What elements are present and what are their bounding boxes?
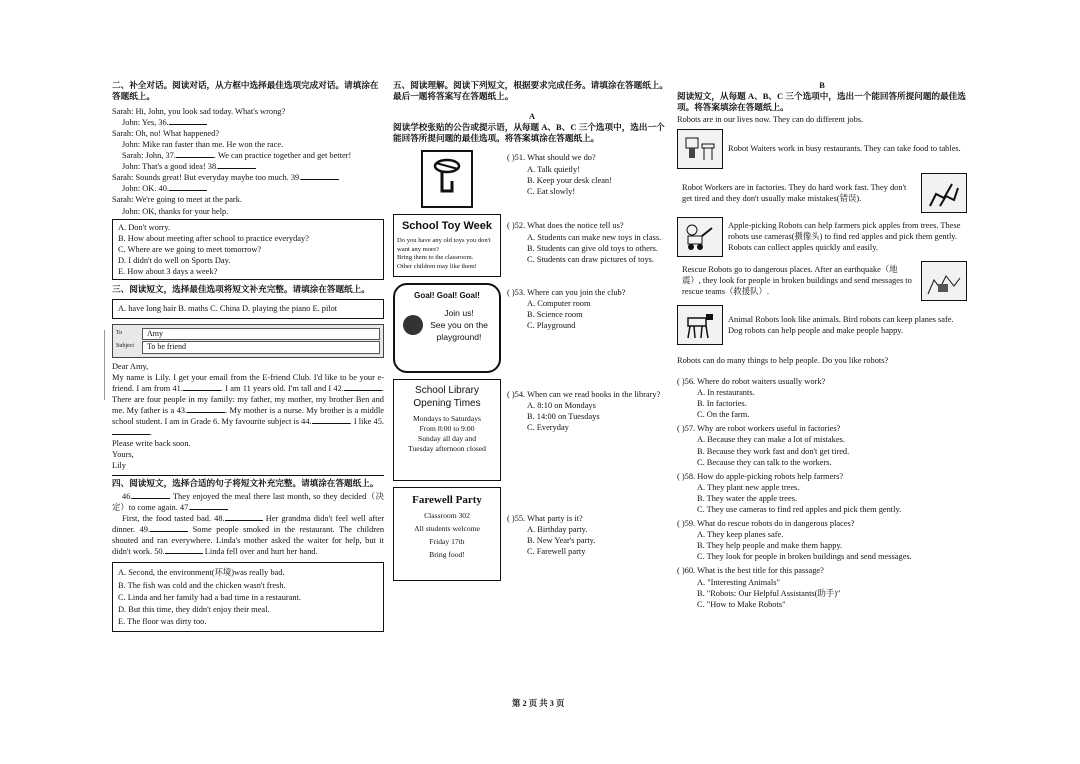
question-53: ( )53. Where can you join the club? bbox=[507, 287, 626, 297]
rescue-robot-icon bbox=[921, 261, 967, 301]
dialogue-line: John: OK. 40. bbox=[112, 183, 384, 194]
robot-arm-icon bbox=[921, 173, 967, 213]
robot-dog-icon bbox=[677, 305, 723, 345]
email-signature: Lily bbox=[112, 461, 126, 471]
part4-passage: 46. They enjoyed the meal there last month, so they decided（决定）to come again. 47. First, the food tasted bad. 48. Her grandma didn't feel well after dinner. 49. Some people smoked in the restaurant. The children shouted and ran everywhere. Linda's mother asked the waiter for help, but it didn't work. 50. Linda fell over and hurt her hand. bbox=[112, 491, 385, 557]
option: B. Because they work fast and don't get tired. bbox=[697, 446, 850, 456]
animal-robots: Animal Robots look like animals. Bird robots can keep planes safe. Dog robots can help people and make people happy. bbox=[677, 305, 967, 345]
question-55: ( )55. What party is it? bbox=[507, 513, 583, 523]
option: C. "How to Make Robots" bbox=[697, 599, 786, 609]
dialogue-line: Sarah: Sounds great! But everyday maybe too much. 39. bbox=[112, 172, 384, 183]
dialogue-line: Sarah: Oh, no! What happened? bbox=[112, 128, 220, 138]
part5-heading: 五、阅读理解。阅读下列短文，根据要求完成任务。请填涂在答题纸上。最后一题将答案写在答题纸上。 bbox=[393, 80, 669, 102]
part4-heading: 四、阅读短文，选择合适的句子将短文补充完整。请填涂在答题纸上。 bbox=[112, 477, 379, 488]
option: E. How about 3 days a week? bbox=[118, 267, 218, 276]
robot-waiter-icon bbox=[677, 129, 723, 169]
option: B. In factories. bbox=[697, 399, 747, 409]
option: C. Linda and her family had a bad time in a restaurant. bbox=[118, 592, 302, 602]
option: C. They look for people in broken buildings and send messages. bbox=[697, 552, 912, 562]
option: C. Playground bbox=[527, 321, 576, 331]
option: A. Students can make new toys in class. bbox=[527, 232, 662, 242]
email-header bbox=[112, 324, 384, 358]
option: B. 14:00 on Tuesdays bbox=[527, 411, 600, 421]
question-56: ( )56. Where do robot waiters usually work? bbox=[677, 376, 826, 386]
option: C. Eat slowly! bbox=[527, 186, 576, 196]
apple-picking-robots: Apple-picking Robots can help farmers pick apples from trees. These robots use cameras(摄像头) to find red apples and pick them gently. Robots can collect apples quickly and easily. bbox=[677, 217, 967, 257]
option: C. Because they can talk to the workers. bbox=[697, 457, 832, 467]
option: B. They help people and make them happy. bbox=[697, 541, 843, 551]
option: D. I didn't do well on Sports Day. bbox=[118, 255, 231, 265]
apple-robot-icon bbox=[677, 217, 723, 257]
dialogue-line: Sarah: We're going to meet at the park. bbox=[112, 195, 242, 205]
column-middle bbox=[393, 80, 671, 587]
email-paragraph: My name is Lily. I get your email from the E-friend Club. I'd like to be your e-friend. I am from 41. . I am 11 years old. I'm tall and I 42. . There are four people in my family: my father, my mother, my brother Ben and me. My father is a 43. . My mother is a nurse. My brother is a middle school student. I am in Grade 6. My favourite subject is 44. . I like 45.. bbox=[112, 372, 384, 438]
option: B. "Robots: Our Helpful Assistants(助手)" bbox=[697, 588, 841, 598]
notice-53 bbox=[393, 283, 671, 373]
email-to-label: To bbox=[116, 329, 123, 336]
notice-55 bbox=[393, 487, 671, 581]
option: B. The fish was cold and the chicken wasn't fresh. bbox=[118, 580, 286, 590]
notice-title: School Toy Week bbox=[401, 220, 493, 233]
part3-heading: 三、阅读短文，选择最佳选项将短文补充完整。请填涂在答题纸上。 bbox=[112, 284, 370, 295]
part2-options-box bbox=[112, 219, 384, 280]
dialogue-line: Sarah: John, 37. . We can practice together and get better! bbox=[122, 151, 352, 161]
part4-options-box bbox=[112, 562, 384, 631]
notice-title: School Library Opening Times bbox=[413, 384, 481, 409]
notice-title: Goal! Goal! Goal! bbox=[414, 290, 480, 300]
option: C. They use cameras to find red apples and pick them gently. bbox=[697, 505, 902, 514]
dialogue-line: John: OK, thanks for your help. bbox=[122, 206, 229, 216]
question-51: ( )51. What should we do? bbox=[507, 153, 596, 163]
option: A. Second, the environment(环境)was really bad. bbox=[118, 568, 285, 578]
option: B. Keep your desk clean! bbox=[527, 175, 612, 185]
option: C. Farewell party bbox=[527, 547, 586, 557]
margin-line bbox=[104, 330, 105, 400]
word-bank: A. have long hair B. maths C. China D. playing the piano E. pilot bbox=[112, 299, 384, 318]
option: A. Computer room bbox=[527, 298, 591, 308]
email-to-field: Amy bbox=[142, 328, 380, 341]
question-60: ( )60. What is the best title for this passage? bbox=[677, 566, 824, 576]
question-52: ( )52. What does the notice tell us? bbox=[507, 221, 624, 231]
dialogue bbox=[112, 106, 384, 217]
notice-52 bbox=[393, 214, 671, 276]
option: A. Talk quietly! bbox=[527, 164, 580, 174]
option: A. In restaurants. bbox=[697, 388, 755, 398]
page-number: 第 2 页 共 3 页 bbox=[512, 699, 565, 708]
option: A. They keep planes safe. bbox=[697, 530, 784, 540]
option: A. Because they can make a lot of mistakes. bbox=[697, 435, 845, 445]
question-58: ( )58. How do apple-picking robots help farmers? bbox=[677, 471, 844, 481]
option: B. How about meeting after school to practice everyday? bbox=[118, 233, 309, 243]
option: C. Where are we going to meet tomorrow? bbox=[118, 244, 262, 254]
question-54: ( )54. When can we read books in the library? bbox=[507, 389, 661, 399]
robot-waiters: Robot Waiters work in busy restaurants. They can take food to tables. bbox=[677, 129, 967, 169]
option: A. Birthday party. bbox=[527, 524, 588, 534]
rescue-robots: Rescue Robots go to dangerous places. After an earthquake（地震）, they look for people in broken buildings and send messages to rescue teams（救援队）. bbox=[677, 261, 967, 301]
dialogue-line: John: Yes, 36. bbox=[112, 117, 384, 128]
toy-week-notice: School Toy Week Do you have any old toys you don't want any more? Bring them to the classroom. Other children may like them! bbox=[393, 214, 501, 276]
option: D. But this time, they didn't enjoy their meal. bbox=[118, 604, 270, 614]
option: E. The floor was dirty too. bbox=[118, 616, 207, 626]
questions-56-60 bbox=[677, 376, 967, 610]
column-right bbox=[677, 80, 967, 610]
robot-workers: Robot Workers are in factories. They do hard work fast. They don't get tired and they don't usually make mistakes(错误). bbox=[677, 173, 967, 213]
option: A. Don't worry. bbox=[118, 222, 171, 232]
option: A. "Interesting Animals" bbox=[697, 577, 780, 587]
section-a-label: A bbox=[528, 111, 536, 121]
option: A. 8:10 on Mondays bbox=[527, 400, 596, 410]
option: B. Science room bbox=[527, 309, 583, 319]
email-greeting: Dear Amy, bbox=[112, 361, 149, 371]
passage-closing: Robots can do many things to help people. Do you like robots? bbox=[677, 355, 889, 365]
email-body bbox=[112, 361, 384, 472]
option: C. Everyday bbox=[527, 423, 569, 433]
email-subject-field: To be friend bbox=[142, 341, 380, 354]
option: C. On the farm. bbox=[697, 410, 750, 420]
passage-lead: Robots are in our lives now. They can do different jobs. bbox=[677, 114, 864, 124]
email-line: Yours, bbox=[112, 450, 134, 460]
option: B. New Year's party. bbox=[527, 535, 596, 545]
notice-51 bbox=[393, 150, 671, 208]
dialogue-line: John: That's a good idea! 38. bbox=[112, 161, 384, 172]
dialogue-line: John: Mike ran faster than me. He won the race. bbox=[122, 139, 284, 149]
email-line: Please write back soon. bbox=[112, 439, 191, 449]
column-left bbox=[112, 80, 384, 632]
email-subject-label: Subject bbox=[116, 343, 134, 350]
question-59: ( )59. What do rescue robots do in dangerous places? bbox=[677, 519, 855, 529]
option: C. Students can draw pictures of toys. bbox=[527, 254, 654, 264]
dialogue-line: Sarah: Hi, John, you look sad today. What's wrong? bbox=[112, 106, 286, 116]
option: B. They water the apple trees. bbox=[697, 493, 798, 503]
option: A. They plant new apple trees. bbox=[697, 482, 800, 492]
section-b-intro: 阅读短文，从每题 A、B、C 三个选项中，选出一个能回答所提问题的最佳选项。将答案填涂在答题纸上。 bbox=[677, 91, 966, 113]
notice-title: Farewell Party bbox=[412, 493, 482, 506]
notice-54 bbox=[393, 379, 671, 481]
library-notice: School Library Opening Times Mondays to Saturdays From 8:00 to 9:00 Sunday all day and Tuesday afternoon closed bbox=[393, 379, 501, 481]
option: B. Students can give old toys to others. bbox=[527, 243, 658, 253]
football-club-notice: Goal! Goal! Goal! Join us! See you on the playground! bbox=[393, 283, 501, 373]
section-b-label: B bbox=[819, 81, 825, 90]
section-a-intro: 阅读学校张贴的公告或提示语，从每题 A、B、C 三个选项中，选出一个能回答所提问题的最佳选项。将答案填涂在答题纸上。 bbox=[393, 121, 665, 144]
question-57: ( )57. Why are robot workers useful in factories? bbox=[677, 424, 841, 434]
farewell-party-notice: Farewell Party Classroom 302 All students welcome Friday 17th Bring food! bbox=[393, 487, 501, 581]
football-icon bbox=[403, 315, 423, 335]
part2-heading: 二、补全对话。阅读对话，从方框中选择最佳选项完成对话。请填涂在答题纸上。 bbox=[112, 80, 379, 102]
quiet-sign-icon bbox=[421, 150, 473, 208]
